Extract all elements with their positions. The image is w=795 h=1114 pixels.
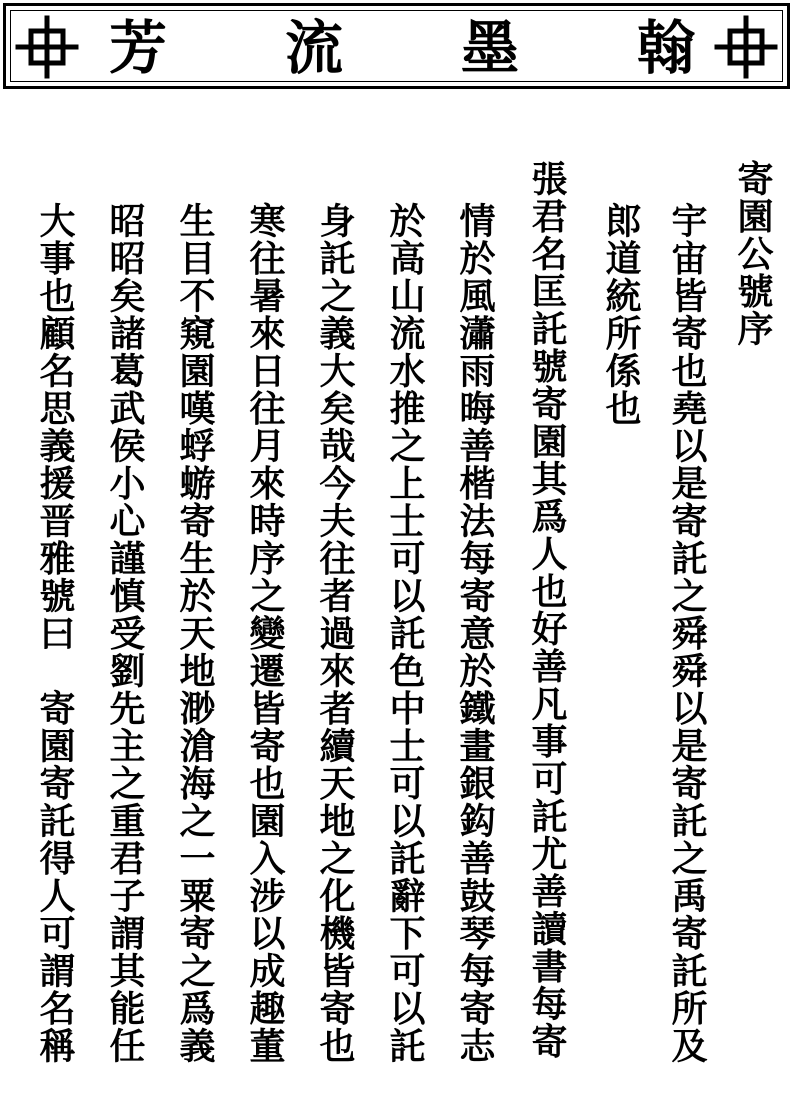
text-column-2: 郎道統所係也: [600, 202, 642, 427]
text-column-3: 張君名匡託號寄園其爲人也好善凡事可託尤善讀書每寄: [526, 160, 568, 1060]
title-char-1: 芳: [108, 14, 167, 82]
text-column-4: 情於風瀟雨晦善楷法每寄意於鐵畫銀鈎善鼓琴每寄志: [454, 202, 496, 1065]
text-column-8: 生目不窺園嘆蜉蝣寄生於天地渺滄海之一粟寄之爲義: [174, 202, 216, 1065]
title-char-3: 墨: [460, 14, 519, 82]
title-char-2: 流: [284, 14, 343, 82]
text-column-5: 於高山流水推之上士可以託色中士可以託辭下可以託: [384, 202, 426, 1065]
title-char-4: 翰: [636, 14, 695, 82]
text-column-6: 身託之義大矣哉今夫往者過來者續天地之化機皆寄也: [314, 202, 356, 1065]
title-banner: [3, 3, 790, 89]
text-column-7: 寒往暑來日往月來時序之變遷皆寄也園入涉以成趣董: [244, 202, 286, 1065]
fret-ornament-right-icon: [713, 14, 779, 80]
text-column-1: 宇宙皆寄也堯以是寄託之舜舜以是寄託之禹寄託所及: [666, 202, 708, 1065]
column-title: 寄園公號序: [732, 160, 774, 348]
fret-ornament-left-icon: [14, 14, 80, 80]
text-column-9: 昭昭矣諸葛武侯小心謹慎受劉先主之重君子謂其能任: [104, 202, 146, 1065]
text-column-10: 大事也顧名思義援晋雅號曰 寄園寄託得人可謂名稱: [34, 202, 76, 1065]
